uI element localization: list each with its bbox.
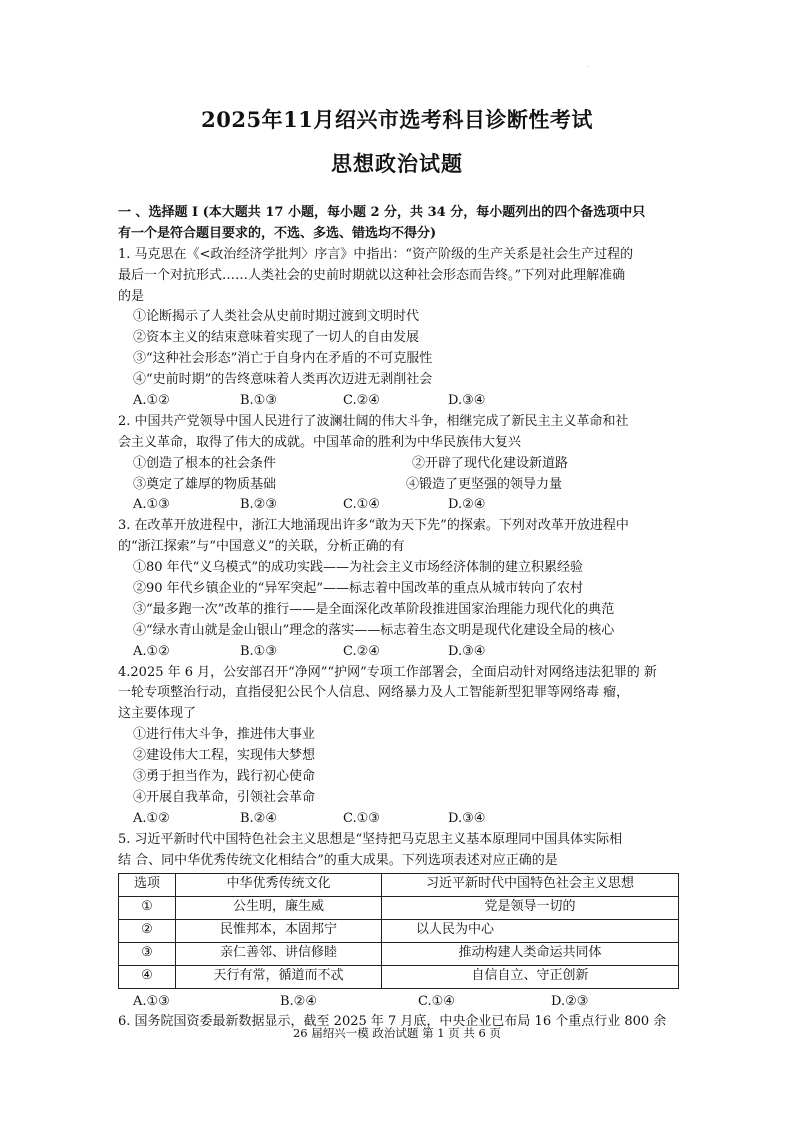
question-1: [118, 245, 678, 412]
question-5-stem-line: 结 合、同中华优秀传统文化相结合”的重大成果。下列选项表述对应正确的是: [118, 852, 558, 868]
question-3-stem-line: 3. 在改革开放进程中，浙江大地涌现出许多“敢为天下先”的探索。下列对改革开放进程中: [118, 518, 629, 534]
option-a: A.①②: [133, 393, 170, 409]
question-4-stem-line: 一轮专项整治行动，直指侵犯公民个人信息、网络暴力及人工智能新型犯罪等网络毒 瘤，: [118, 685, 630, 701]
question-4-options: [118, 809, 678, 830]
page-footer: 26 届绍兴一模 政治试题 第 1 页 共 6 页: [292, 1026, 501, 1040]
option-a: A.①②: [133, 643, 170, 659]
question-1-item: ②资本主义的结束意味着实现了一切人的自由发展: [133, 330, 420, 346]
option-b: B.②④: [240, 810, 277, 826]
table-cell: 天行有常，循道而不忒: [176, 965, 382, 988]
question-1-item: ③“这种社会形态”消亡于自身内在矛盾的不可克服性: [133, 351, 433, 367]
question-1-stem-line: 的是: [118, 288, 145, 304]
option-b: B.①③: [240, 393, 277, 409]
option-d: D.②③: [551, 993, 589, 1009]
option-a: A.①②: [133, 810, 170, 826]
table-cell: ④: [119, 965, 176, 988]
table-header-row: [119, 873, 679, 896]
option-b: B.②③: [240, 497, 277, 513]
table-row: [119, 965, 679, 988]
question-3-item: ③“最多跑一次”改革的推行——是全面深化改革阶段推进国家治理能力现代化的典范: [133, 601, 615, 617]
table-cell: 民惟邦本，本固邦宁: [176, 919, 382, 942]
question-2-options: [118, 495, 678, 516]
section-heading-line-2: 有一个是符合题目要求的，不选、多选、错选均不得分): [118, 225, 437, 241]
question-5-options: [118, 992, 678, 1013]
question-1-item: ①论断揭示了人类社会从史前时期过渡到文明时代: [133, 309, 420, 325]
question-4-item: ③勇于担当作为，践行初心使命: [133, 769, 316, 785]
question-2-item: ④锻造了更坚强的领导力量: [406, 476, 563, 492]
question-3: [118, 516, 678, 662]
question-4: [118, 663, 678, 830]
question-2-item: ①创造了根本的社会条件: [133, 455, 277, 471]
question-4-stem-line: 4.2025 年 6 月，公安部召开“净网”“护网”专项工作部署会，全面启动针对网络违法犯罪的 新: [118, 664, 657, 680]
option-d: D.③④: [448, 643, 486, 659]
scan-dot: ·: [587, 64, 589, 71]
question-3-item: ①80 年代“义乌模式”的成功实践——为社会主义市场经济体制的建立积累经验: [133, 560, 583, 576]
question-4-item: ④开展自我革命，引领社会革命: [133, 789, 316, 805]
option-c: C.②④: [343, 393, 380, 409]
question-1-stem-line: 最后一个对抗形式……人类社会的史前时期就以这种社会形态而告终。”下列对此理解准确: [118, 267, 626, 283]
option-d: D.②④: [448, 497, 486, 513]
table-cell: ①: [119, 896, 176, 919]
question-5-stem-line: 5. 习近平新时代中国特色社会主义思想是“坚持把马克思主义基本原理同中国具体实际相: [118, 831, 623, 847]
table-header-cell: 中华优秀传统文化: [176, 873, 382, 896]
option-c: C.①③: [343, 810, 380, 826]
question-2-stem-line: 2. 中国共产党领导中国人民进行了波澜壮阔的伟大斗争，相继完成了新民主主义革命和社: [118, 413, 629, 429]
question-3-stem-line: 的“浙江探索”与“中国意义”的关联，分析正确的有: [118, 539, 405, 555]
option-a: A.①③: [133, 497, 170, 513]
option-c: C.①④: [343, 497, 380, 513]
exam-title: 2025年11月绍兴市选考科目诊断性考试: [201, 107, 593, 132]
option-d: D.③④: [448, 393, 486, 409]
option-a: A.①③: [133, 993, 170, 1009]
question-5: [118, 830, 678, 1013]
section-heading-line-1: 一 、选择题 I (本大题共 17 小题，每小题 2 分，共 34 分，每小题列出的四个备选项中只: [118, 205, 646, 220]
table-cell: 推动构建人类命运共同体: [382, 942, 679, 965]
table-row: [119, 896, 679, 919]
table-cell: 亲仁善邻、讲信修睦: [176, 942, 382, 965]
question-2-items-row: [118, 475, 678, 496]
question-2-item: ③奠定了雄厚的物质基础: [133, 476, 277, 492]
table-cell: 党是领导一切的: [382, 896, 679, 919]
question-5-table: [118, 873, 679, 989]
question-content: [118, 203, 678, 1033]
table-row: [119, 942, 679, 965]
table-row: [119, 919, 679, 942]
question-2-items-row: [118, 454, 678, 475]
question-4-item: ②建设伟大工程，实现伟大梦想: [133, 748, 316, 764]
question-1-item: ④“史前时期”的告终意味着人类再次迈进无剥削社会: [133, 372, 433, 388]
question-4-item: ①进行伟大斗争，推进伟大事业: [133, 727, 316, 743]
table-cell: 公生明，廉生威: [176, 896, 382, 919]
table-header-cell: 习近平新时代中国特色社会主义思想: [382, 873, 679, 896]
question-2-item: ②开辟了现代化建设新道路: [412, 455, 569, 471]
option-c: C.②④: [343, 643, 380, 659]
question-3-options: [118, 642, 678, 663]
exam-subject-title: 思想政治试题: [331, 151, 463, 176]
table-header-cell: 选项: [119, 873, 176, 896]
option-c: C.①④: [418, 993, 455, 1009]
question-1-options: [118, 391, 678, 412]
option-b: B.②④: [280, 993, 317, 1009]
question-4-stem-line: 这主要体现了: [118, 706, 197, 722]
question-2-stem-line: 会主义革命，取得了伟大的成就。中国革命的胜利为中华民族伟大复兴: [118, 434, 522, 450]
question-3-item: ②90 年代乡镇企业的“异军突起”——标志着中国改革的重点从城市转向了农村: [133, 581, 583, 597]
question-2: [118, 412, 678, 516]
table-cell: ②: [119, 919, 176, 942]
option-b: B.①③: [240, 643, 277, 659]
table-cell: 以人民为中心: [382, 919, 679, 942]
table-cell: 自信自立、守正创新: [382, 965, 679, 988]
table-cell: ③: [119, 942, 176, 965]
question-1-stem-line: 1. 马克思在《<政治经济学批判〉序言》中指出：“资产阶级的生产关系是社会生产过程的: [118, 246, 634, 262]
option-d: D.③④: [448, 810, 486, 826]
question-6-stem-line: 6. 国务院国资委最新数据显示，截至 2025 年 7 月底，中央企业已布局 16 个重点行业 800 余: [118, 1014, 667, 1030]
question-3-item: ④“绿水青山就是金山银山”理念的落实——标志着生态文明是现代化建设全局的核心: [133, 622, 615, 638]
